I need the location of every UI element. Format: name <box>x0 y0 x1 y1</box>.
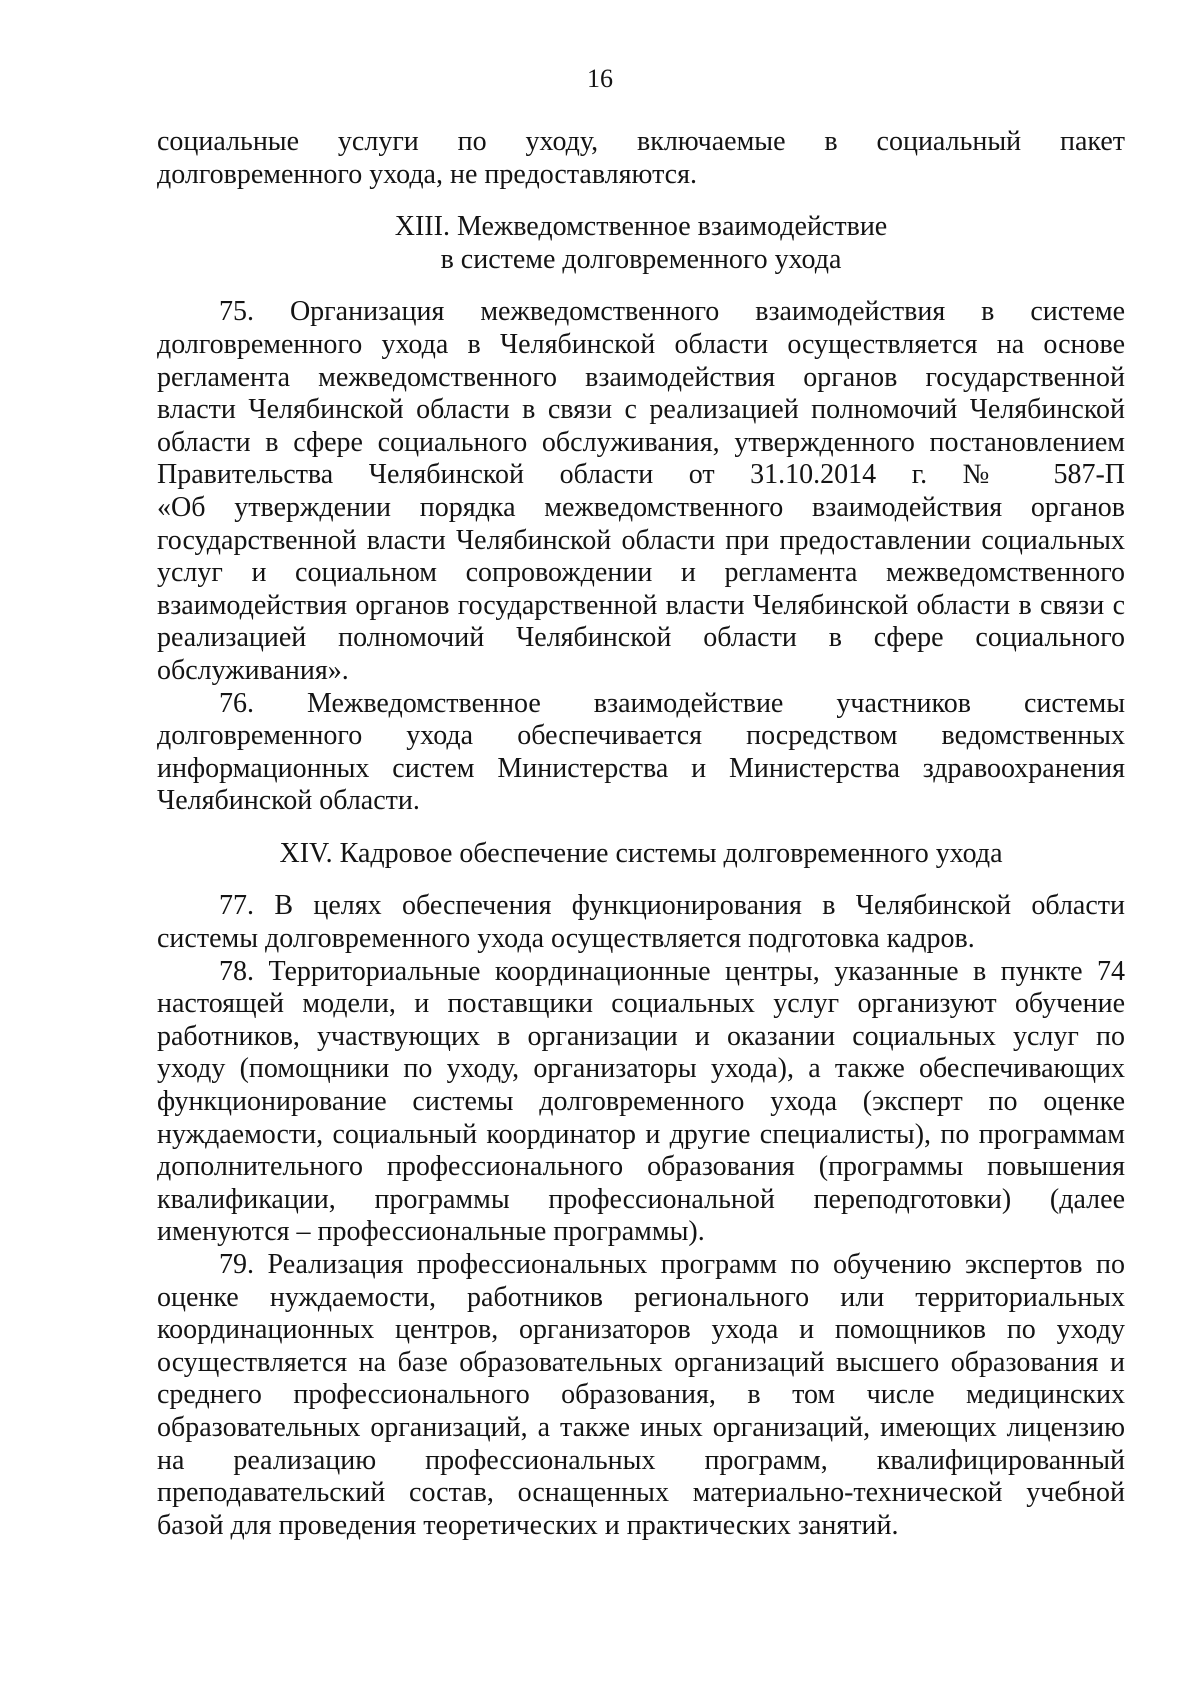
text-line: преподавательский состав, оснащенных материально-технической учебной <box>157 1477 1125 1509</box>
text-line: взаимодействия органов государственной власти Челябинской области в связи с <box>157 589 1125 621</box>
text-line: информационных систем Министерства и Министерства здравоохранения <box>157 752 1125 784</box>
text-line: государственной власти Челябинской области при предоставлении социальных <box>157 524 1125 556</box>
text-line: 78. Территориальные координационные центры, указанные в пункте 74 <box>219 955 1125 987</box>
intro-paragraph <box>157 126 1125 191</box>
text-line: Челябинской области. <box>157 785 420 817</box>
text-line: настоящей модели, и поставщики социальных услуг организуют обучение <box>157 988 1125 1020</box>
text-line: работников, участвующих в организации и оказании социальных услуг по <box>157 1020 1125 1052</box>
text-line: нуждаемости, социальный координатор и другие специалисты), по программам <box>157 1118 1125 1150</box>
text-line: реализацией полномочий Челябинской области в сфере социального <box>157 622 1125 654</box>
text-line: социальные услуги по уходу, включаемые в социальный пакет <box>157 126 1125 157</box>
heading-line: XIII. Межведомственное взаимодействие <box>394 211 888 243</box>
text-line: 77. В целях обеспечения функционирования в Челябинской области <box>219 890 1125 922</box>
section-heading-xiii <box>157 211 1125 276</box>
text-line: 75. Организация межведомственного взаимодействия в системе <box>219 296 1125 328</box>
text-line: уходу (помощники по уходу, организаторы ухода), а также обеспечивающих <box>157 1053 1125 1085</box>
text-line: среднего профессионального образования, в том числе медицинских <box>157 1379 1125 1411</box>
text-line: осуществляется на базе образовательных организаций высшего образования и <box>157 1346 1125 1378</box>
text-line: области в сфере социального обслуживания, утвержденного постановлением <box>157 426 1125 458</box>
text-line: услуг и социальном сопровождении и регламента межведомственного <box>157 557 1125 589</box>
text-line: «Об утверждении порядка межведомственного взаимодействия органов <box>157 491 1125 523</box>
paragraph-77 <box>157 890 1125 955</box>
text-line: 76. Межведомственное взаимодействие участников системы <box>219 687 1125 719</box>
section-heading-xiv <box>157 838 1125 871</box>
text-line: обслуживания». <box>157 654 349 686</box>
paragraph-79 <box>157 1249 1125 1542</box>
text-line: именуются – профессиональные программы). <box>157 1216 705 1248</box>
heading-line: в системе долговременного ухода <box>440 243 842 275</box>
paragraph-75 <box>157 296 1125 687</box>
document-body <box>157 126 1125 1542</box>
text-line: дополнительного профессионального образования (программы повышения <box>157 1151 1125 1183</box>
text-line: квалификации, программы профессиональной переподготовки) (далее <box>157 1183 1125 1215</box>
paragraph-78 <box>157 956 1125 1249</box>
text-line: оценке нуждаемости, работников регионального или территориальных <box>157 1281 1125 1313</box>
text-line: долговременного ухода, не предоставляются. <box>157 158 697 190</box>
text-line: долговременного ухода обеспечивается посредством ведомственных <box>157 720 1125 752</box>
text-line: системы долговременного ухода осуществляется подготовка кадров. <box>157 923 975 955</box>
text-line: власти Челябинской области в связи с реализацией полномочий Челябинской <box>157 394 1125 426</box>
heading-line: XIV. Кадровое обеспечение системы долговременного ухода <box>279 837 1003 869</box>
text-line: на реализацию профессиональных программ, квалифицированный <box>157 1444 1125 1476</box>
text-line: образовательных организаций, а также иных организаций, имеющих лицензию <box>157 1411 1125 1443</box>
text-line: функционирование системы долговременного ухода (эксперт по оценке <box>157 1086 1125 1118</box>
text-line: Правительства Челябинской области от 31.10.2014 г. № 587-П <box>157 459 1125 491</box>
text-line: базой для проведения теоретических и практических занятий. <box>157 1509 899 1541</box>
paragraph-76 <box>157 688 1125 818</box>
text-line: долговременного ухода в Челябинской области осуществляется на основе <box>157 328 1125 360</box>
text-line: регламента межведомственного взаимодействия органов государственной <box>157 361 1125 393</box>
page-number: 16 <box>587 64 613 93</box>
text-line: 79. Реализация профессиональных программ по обучению экспертов по <box>219 1249 1125 1280</box>
text-line: координационных центров, организаторов ухода и помощников по уходу <box>157 1314 1125 1346</box>
